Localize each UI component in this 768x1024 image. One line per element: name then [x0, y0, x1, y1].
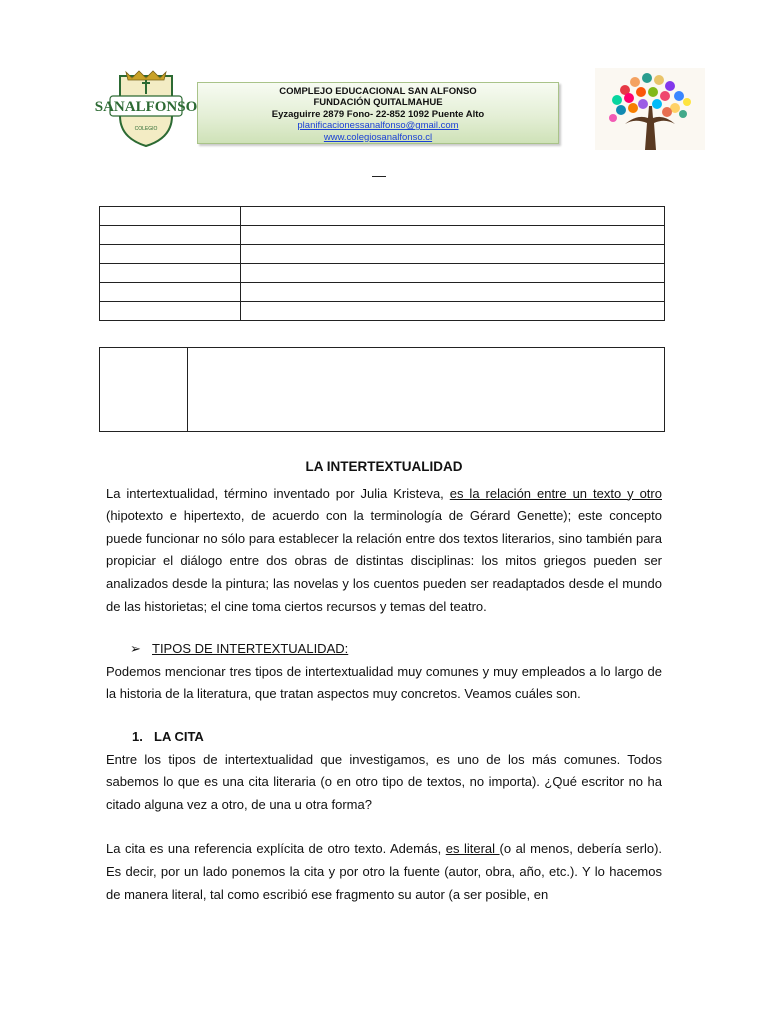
table-cell — [241, 264, 665, 283]
table-row — [100, 226, 665, 245]
cita-paragraph-2 — [106, 838, 662, 906]
table-row — [100, 245, 665, 264]
table-row — [100, 283, 665, 302]
table-row — [100, 348, 665, 432]
foundation-name: FUNDACIÓN QUITALMAHUE — [313, 97, 443, 109]
table-cell — [241, 283, 665, 302]
school-header — [197, 82, 559, 144]
section-heading-tipos: TIPOS DE INTERTEXTUALIDAD: — [152, 641, 349, 657]
school-logo — [94, 68, 198, 148]
table-cell — [100, 283, 241, 302]
heading-number: 1. — [132, 728, 143, 744]
numbered-heading — [106, 726, 662, 749]
table-cell — [188, 348, 665, 432]
document-body — [106, 456, 662, 906]
intro-text-rest: (hipotexto e hipertexto, de acuerdo con la terminología de Gérard Genette); este concepto puede funcionar no sólo para establecer la relación entre dos textos literarios, sino también para propiciar el diálogo entre dos obras de distintas disciplinas: los mitos griegos pueden ser analizados desde la pintura; las novelas y los cuentos pueden ser readaptados desde el mundo de las historietas; el cine toma ciertos recursos y temas del teatro. — [106, 508, 662, 614]
arrow-bullet-icon: ➢ — [130, 641, 141, 657]
cita-underlined: es literal — [445, 841, 500, 857]
types-paragraph: Podemos mencionar tres tipos de intertextualidad muy comunes y muy empleados a lo largo de la historia de la literatura, que tratan aspectos muy concretos. Veamos cuáles son. — [106, 663, 662, 702]
school-name: COMPLEJO EDUCACIONAL SAN ALFONSO — [279, 86, 477, 97]
website-link[interactable]: www.colegiosanalfonso.cl — [323, 131, 433, 143]
heading-text: LA CITA — [154, 728, 204, 744]
cita-paragraph-1: Entre los tipos de intertextualidad que investigamos, es uno de los más comunes. Todos sabemos lo que es una cita literaria (o en otro tipo de textos, no importa). ¿Qué escritor no ha citado alguna vez a otro, de una u otra forma? — [106, 751, 662, 812]
table-cell — [241, 245, 665, 264]
table-row — [100, 207, 665, 226]
table-cell — [100, 302, 241, 321]
logo-subtext: COLEGIO — [134, 126, 158, 132]
school-address: Eyzaguirre 2879 Fono- 22-852 1092 Puente Alto — [271, 108, 485, 120]
cita-text: La cita es una referencia explícita de otro texto. Además, — [106, 841, 446, 857]
table-cell — [100, 264, 241, 283]
cita-text-rest: (o al menos, debería serlo). Es decir, por un lado ponemos la cita y por otro la fuente (autor, obra, año, etc.). Y lo hacemos de manera literal, tal como escribió ese fragmento su autor (a ser posible, en — [106, 841, 663, 902]
section-bullet — [106, 638, 662, 661]
email-link[interactable]: planificacionessanalfonso@gmail.com — [297, 120, 459, 132]
instructions-box — [99, 347, 665, 432]
table-cell — [241, 302, 665, 321]
table-cell — [100, 348, 188, 432]
intro-text: La intertextualidad, término inventado por Julia Kristeva, — [106, 485, 450, 501]
intro-paragraph — [106, 483, 662, 619]
table-cell — [100, 207, 241, 226]
table-cell — [241, 226, 665, 245]
logo-text: SANALFONSO — [94, 99, 198, 115]
student-info-table — [99, 206, 665, 321]
title-placeholder-dash — [372, 176, 386, 177]
intro-underlined: es la relación entre un texto y otro — [449, 485, 662, 501]
table-cell — [100, 226, 241, 245]
document-title: LA INTERTEXTUALIDAD — [305, 459, 463, 474]
table-cell — [100, 245, 241, 264]
table-cell — [241, 207, 665, 226]
table-row — [100, 264, 665, 283]
tree-of-hands-image — [595, 68, 705, 150]
table-row — [100, 302, 665, 321]
